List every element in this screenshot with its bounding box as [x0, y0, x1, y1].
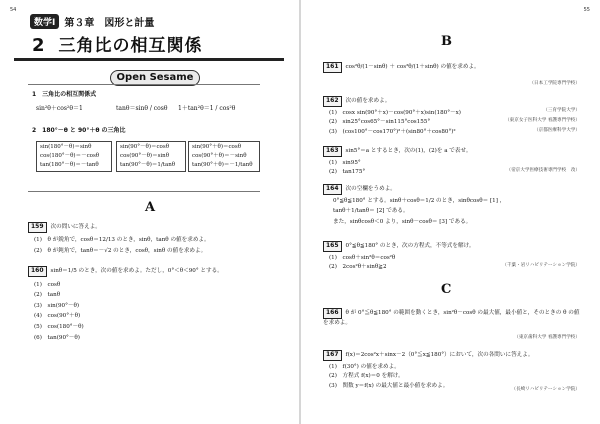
problem-source: （三育学院大学）: [543, 108, 580, 113]
chapter-title: 第３章 図形と計量: [64, 18, 155, 29]
problem-line: また，sinθcosθ＜0 より，sinθ－cosθ＝ [3] である。: [333, 218, 472, 225]
open-sesame-label: Open Sesame: [110, 70, 200, 86]
problem-line: tanθ＋1/tanθ＝ [2] である。: [333, 208, 409, 215]
problem-source: （長崎リハビリテーション学院）: [511, 387, 580, 392]
os1-formula-1: sin²θ＋cos²θ＝1: [36, 105, 83, 112]
os1-formula-2: tanθ＝sinθ / cosθ: [116, 105, 168, 112]
formula-line: sin(90°－θ)＝cosθ: [120, 144, 170, 150]
problem-159: [28, 222, 278, 256]
problem-164: [323, 184, 585, 226]
problem-intro: 次の問いに答えよ。: [50, 224, 101, 230]
left-page: [0, 0, 299, 424]
formula-line: cos(180°－θ)＝－cosθ: [40, 153, 100, 159]
right-page: [301, 0, 600, 424]
problem-source: （帝京大学医療技術専門学校 改）: [506, 168, 580, 173]
section-a-heading: A: [145, 200, 156, 215]
problem-item: (1) cosθ: [34, 281, 61, 288]
chapter-header: [30, 14, 154, 29]
section-b-heading: B: [441, 34, 452, 49]
problem-number: 164: [323, 184, 342, 195]
os1-formula-3: 1＋tan²θ＝1 / cos²θ: [178, 105, 236, 112]
formula-line: cos(90°－θ)＝sinθ: [120, 153, 170, 159]
problem-line: 0°≦θ≦180° とする。sinθ＋cosθ＝1/2 のとき，sinθcosθ＝ [1] ，: [333, 197, 506, 204]
problem-intro: sin5°＝a とするとき，次の(1)，(2)を a で表せ。: [345, 148, 472, 154]
problem-item: (3) (cos100°－cos170°)²＋(sin80°＋cos80°)²: [329, 128, 456, 135]
problem-source: （東京歯科大学 看護専門学校）: [514, 335, 580, 340]
formula-line: sin(90°＋θ)＝cosθ: [192, 144, 242, 150]
problem-item: (1) θ が鋭角で，cosθ＝12/13 のとき，sinθ，tanθ の値を求めよ。: [34, 236, 210, 243]
formula-line: sin(180°－θ)＝sinθ: [40, 144, 92, 150]
problem-text: θ が 0°≦θ≦180° の範囲を動くとき，sin²θ－cosθ の最大値，最小値と，そのときの θ の値を求めよ。: [323, 310, 580, 326]
problem-item: (1) f(30°) の値を求めよ。: [329, 363, 400, 370]
formula-box-180: [36, 141, 112, 172]
section-title-bar: [14, 28, 284, 61]
problem-item: (2) sin25°cos65°－sin115°cos155°: [329, 119, 431, 126]
os2-title: 2 180°－θ と 90°＋θ の三角比: [32, 127, 126, 134]
problem-item: (2) θ が鈍角で，tanθ＝－√2 のとき，cosθ，sinθ の値を求めよ。: [34, 248, 207, 255]
problem-item: (2) tanθ: [34, 292, 61, 299]
problem-intro: f(x)＝2cos²x＋sinx－2（0°≦x≦180°）において，次の各問いに答えよ。: [345, 352, 534, 358]
problem-intro: 0°≦θ≦180° のとき，次の方程式，不等式を解け。: [345, 243, 475, 249]
problem-number: 163: [323, 146, 342, 157]
formula-box-90-minus: [116, 141, 186, 172]
problem-item: (1) cosx sin(90°＋x)－cos(90°＋x)sin(180°－x): [329, 109, 461, 116]
problem-source: （京都医療科学大学）: [534, 128, 580, 133]
problem-source: （千葉・岩リハビリテーション学院）: [502, 263, 580, 268]
problem-intro: 次の空欄をうめよ。: [345, 186, 396, 192]
problem-number: 162: [323, 96, 342, 107]
problem-source: （日本工学院専門学校）: [529, 81, 580, 86]
right-page-number: 55: [583, 7, 590, 13]
problem-item: (3) sin(90°－θ): [34, 302, 80, 309]
formula-box-90-plus: [188, 141, 260, 172]
problem-intro: 次の値を求めよ。: [345, 98, 391, 104]
problem-item: (1) cosθ＋sin²θ＝cos²θ: [329, 254, 396, 261]
problem-167: [323, 350, 585, 390]
formula-line: tan(90°－θ)＝1/tanθ: [120, 162, 176, 168]
section-title: 三角比の相互関係: [58, 36, 203, 56]
problem-item: (1) sin95°: [329, 159, 361, 166]
problem-intro: sinθ＝1/5 のとき，次の値を求めよ。ただし，0°＜θ＜90° とする。: [50, 268, 223, 274]
problem-item: (3) 関数 y＝f(x) の最大値と最小値を求めよ。: [329, 382, 449, 389]
formula-line: cos(90°＋θ)＝－sinθ: [192, 153, 247, 159]
problem-number: 167: [323, 350, 342, 361]
problem-number: 161: [323, 62, 342, 73]
problem-item: (5) cos(180°－θ): [34, 323, 84, 330]
problem-item: (2) 2cos²θ＋sinθ≧2: [329, 264, 387, 271]
section-number: 2: [32, 35, 45, 56]
problem-number: 160: [28, 266, 47, 277]
problem-text: cos²θ/(1－sinθ) ＋ cos²θ/(1＋sinθ) の値を求めよ。: [345, 64, 480, 70]
os1-title: 1 三角比の相互関係式: [32, 91, 97, 98]
section-c-heading: C: [441, 282, 452, 297]
problem-number: 166: [323, 308, 342, 319]
subject-badge: 数学Ⅰ: [30, 14, 59, 29]
problem-item: (2) 方程式 f(x)＝0 を解け。: [329, 373, 404, 380]
formula-line: tan(90°＋θ)＝－1/tanθ: [192, 162, 253, 168]
problem-item: (2) tan175°: [329, 169, 366, 176]
problem-item: (4) cos(90°＋θ): [34, 313, 81, 320]
summary-box: [28, 84, 260, 192]
problem-161: [323, 62, 585, 73]
problem-number: 159: [28, 222, 47, 233]
formula-line: tan(180°－θ)＝－tanθ: [40, 162, 99, 168]
problem-source: （東京女子医科大学 看護専門学校）: [505, 118, 580, 123]
left-page-number: 54: [10, 7, 17, 13]
problem-item: (6) tan(90°－θ): [34, 334, 80, 341]
problem-160: [28, 266, 288, 342]
problem-166: [323, 308, 585, 327]
problem-number: 165: [323, 241, 342, 252]
